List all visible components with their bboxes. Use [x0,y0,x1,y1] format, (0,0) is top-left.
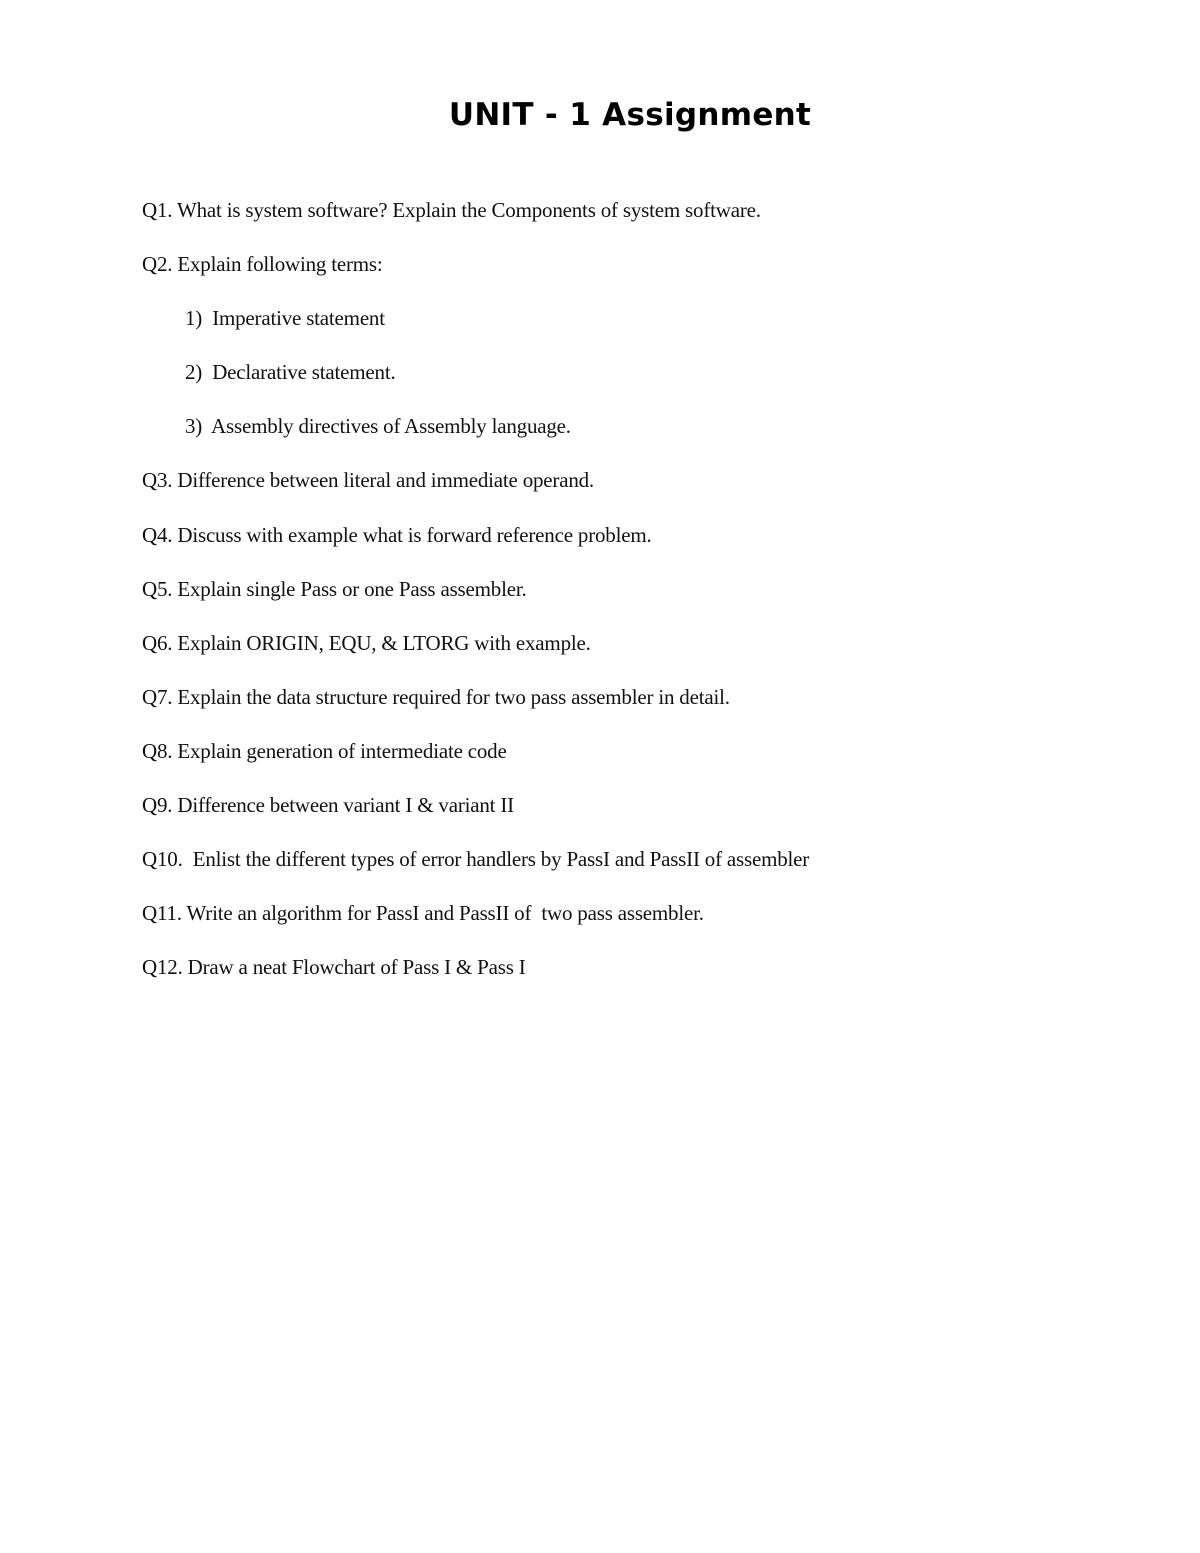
question-q8: Q8. Explain generation of intermediate code [142,739,507,763]
question-q7: Q7. Explain the data structure required for two pass assembler in detail. [142,685,730,709]
question-q5: Q5. Explain single Pass or one Pass assembler. [142,577,527,601]
question-q12: Q12. Draw a neat Flowchart of Pass I & Pass I [142,955,526,979]
question-q11: Q11. Write an algorithm for PassI and PassII of two pass assembler. [142,901,704,925]
document-title: UNIT - 1 Assignment [448,97,812,133]
question-q6: Q6. Explain ORIGIN, EQU, & LTORG with example. [142,631,591,655]
question-q4: Q4. Discuss with example what is forward reference problem. [142,523,652,547]
question-q3: Q3. Difference between literal and immediate operand. [142,468,594,492]
question-q1: Q1. What is system software? Explain the Components of system software. [142,198,761,222]
question-q2: Q2. Explain following terms: [142,252,383,276]
q2-subitem-2: 2) Declarative statement. [185,360,396,384]
question-q9: Q9. Difference between variant I & variant II [142,793,514,817]
q2-subitem-3: 3) Assembly directives of Assembly language. [185,414,571,438]
q2-subitem-1: 1) Imperative statement [185,306,385,330]
question-q10: Q10. Enlist the different types of error handlers by PassI and PassII of assembler [142,847,810,871]
